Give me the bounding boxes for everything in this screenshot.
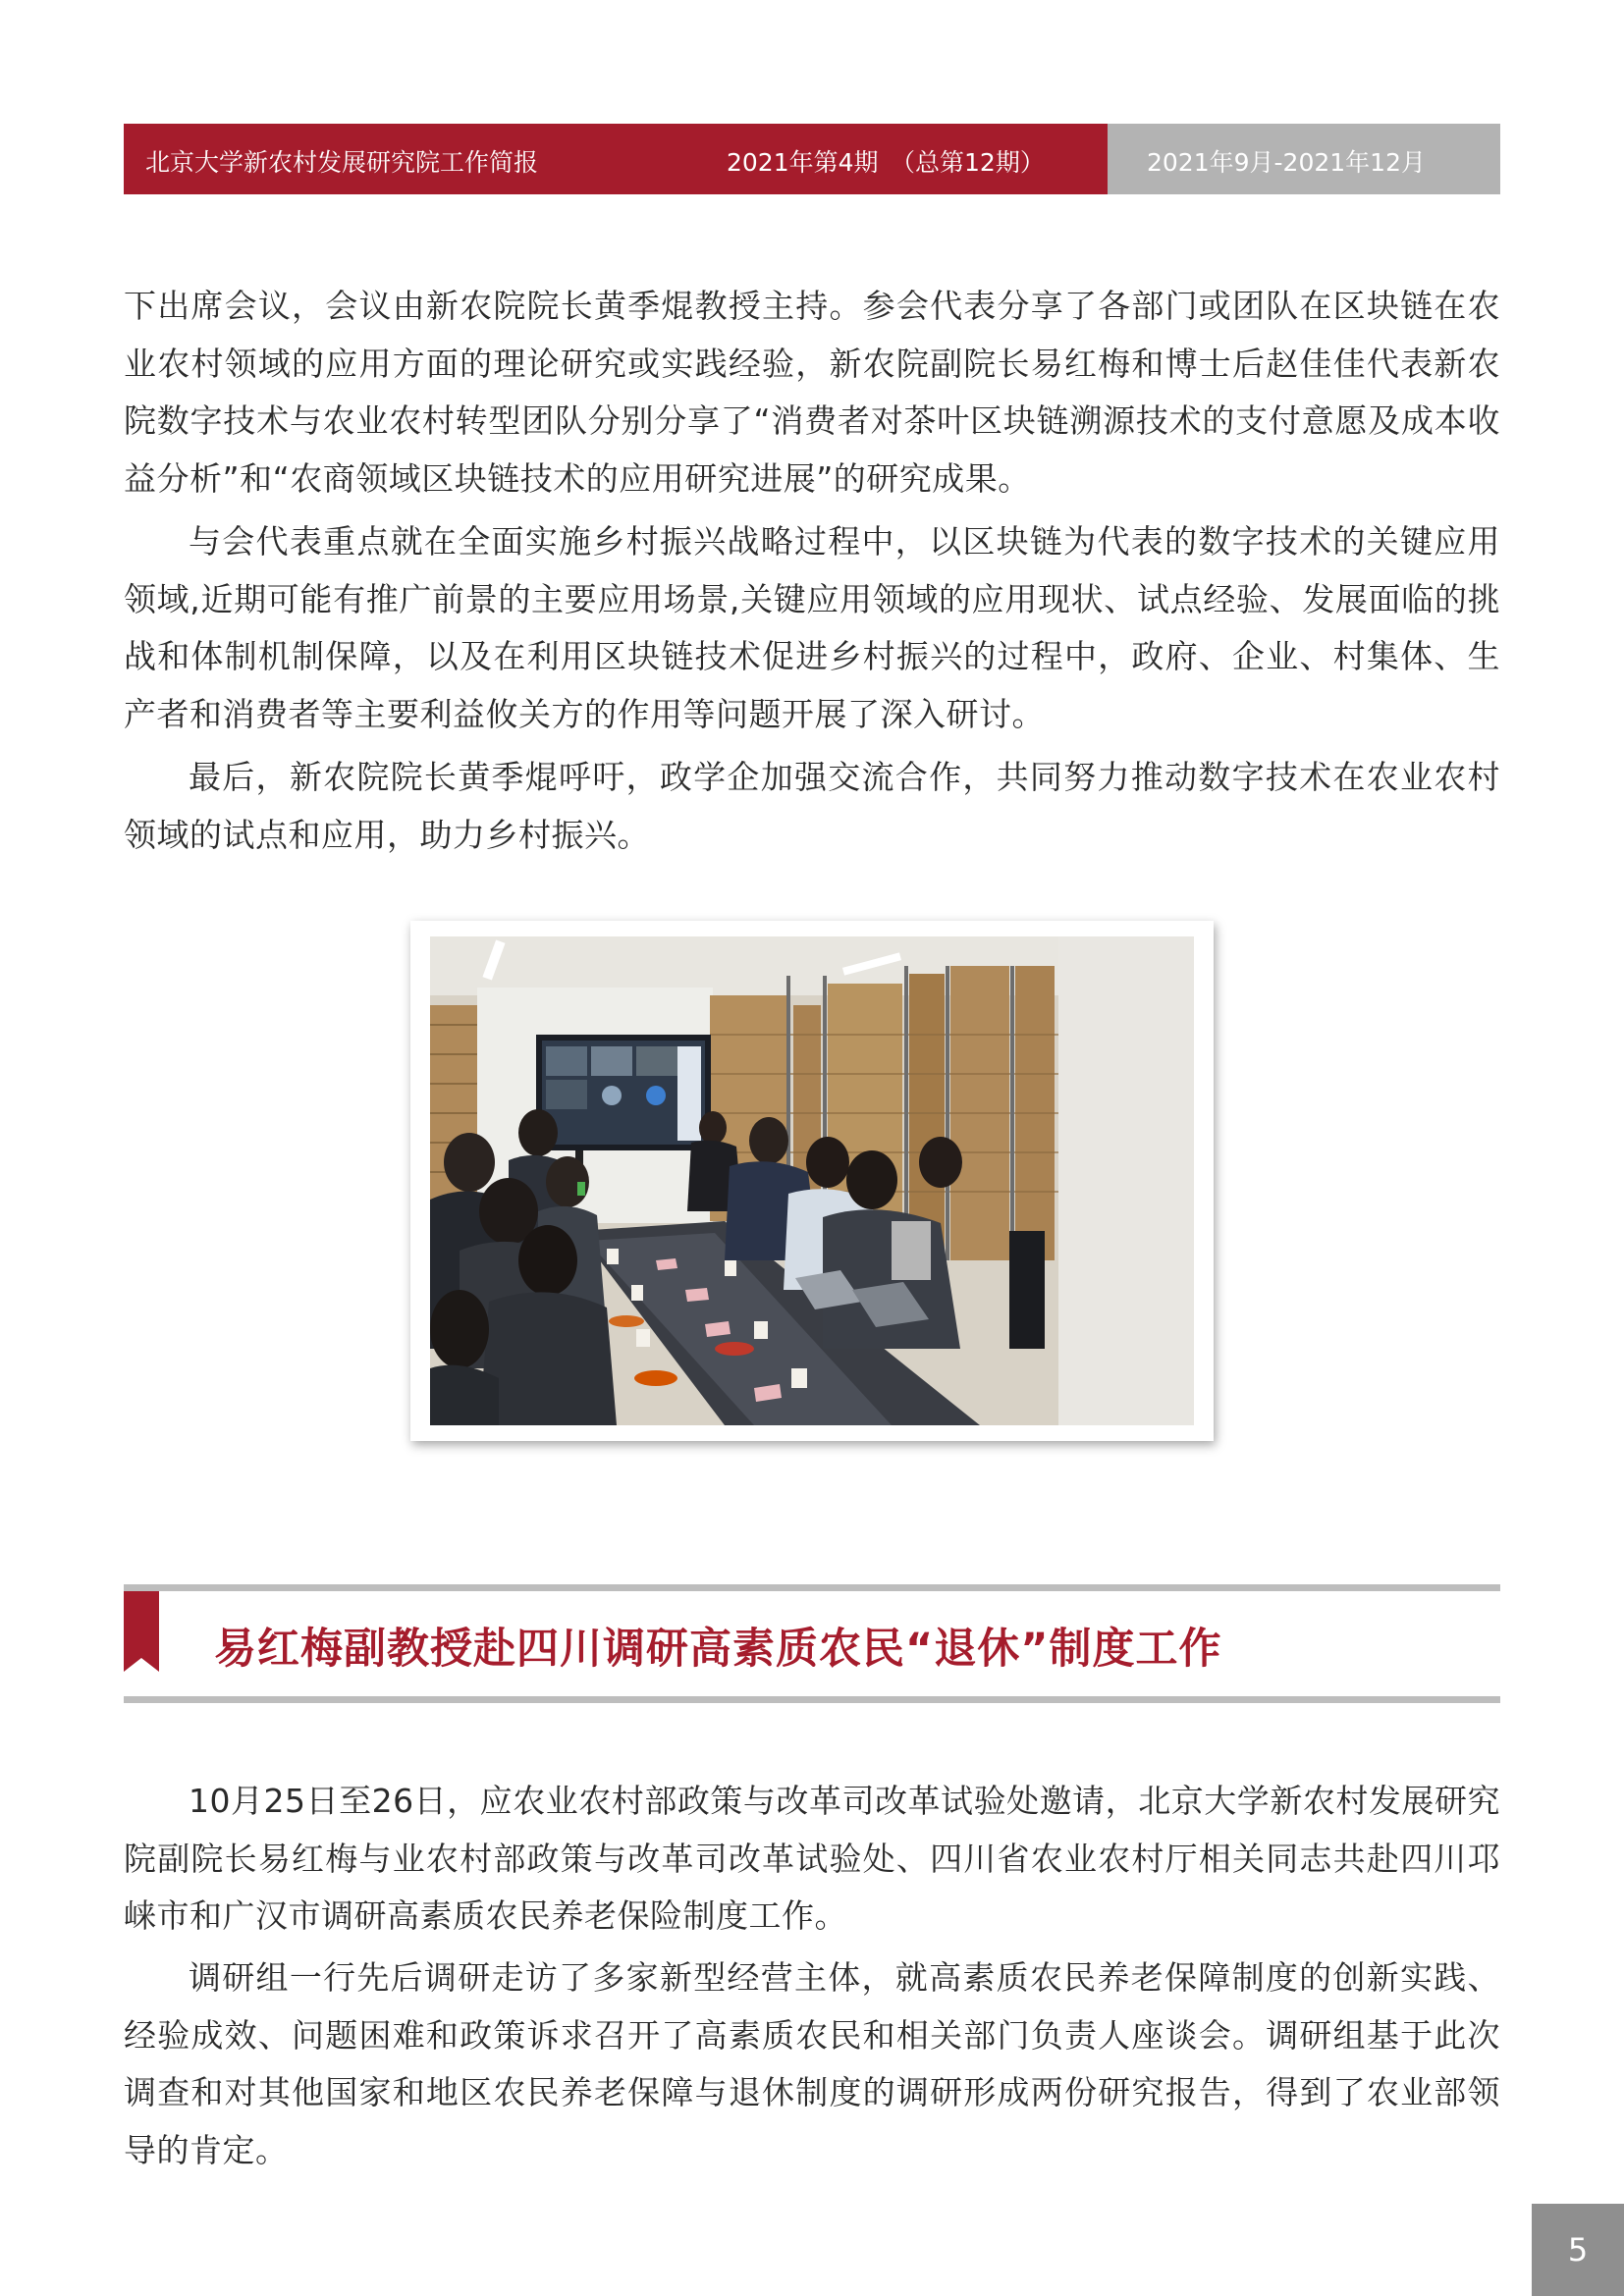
section-bottom-rule (124, 1696, 1500, 1703)
header-issue: 2021年第4期 （总第12期） (727, 148, 1045, 177)
page-header (124, 124, 1500, 194)
header-title: 北京大学新农村发展研究院工作简报 (145, 148, 539, 177)
header-title-band (124, 124, 1108, 194)
article1-paragraph-1: 下出席会议，会议由新农院院长黄季焜教授主持。参会代表分享了各部门或团队在区块链在农业农村领域的应用方面的理论研究或实践经验，新农院副院长易红梅和博士后赵佳佳代表新农院数字技术与农业农村转型团队分别分享了“消费者对茶叶区块链溯源技术的支付意愿及成本收益分析”和“农商领域区块链技术的应用研究进展”的研究成果。 (124, 287, 1500, 498)
article1-paragraph-3: 最后，新农院院长黄季焜呼吁，政学企加强交流合作，共同努力推动数字技术在农业农村领域的试点和应用，助力乡村振兴。 (124, 758, 1500, 854)
section2-paragraph-2: 调研组一行先后调研走访了多家新型经营主体，就高素质农民养老保障制度的创新实践、经验成效、问题困难和政策诉求召开了高素质农民和相关部门负责人座谈会。调研组基于此次调查和对其他国家和地区农民养老保障与退休制度的调研形成两份研究报告，得到了农业部领导的肯定。 (124, 1958, 1500, 2169)
meeting-photo (430, 936, 1194, 1425)
header-date-band (1108, 124, 1500, 194)
section-ribbon-icon (124, 1591, 159, 1672)
section-title: 易红梅副教授赴四川调研高素质农民“退休”制度工作 (214, 1625, 1222, 1674)
meeting-photo-frame (410, 921, 1214, 1441)
section-top-rule (124, 1584, 1500, 1591)
page-number: 5 (1532, 2204, 1624, 2296)
article1-paragraph-2: 与会代表重点就在全面实施乡村振兴战略过程中，以区块链为代表的数字技术的关键应用领域,近期可能有推广前景的主要应用场景,关键应用领域的应用现状、试点经验、发展面临的挑战和体制机制保障，以及在利用区块链技术促进乡村振兴的过程中，政府、企业、村集体、生产者和消费者等主要利益攸关方的作用等问题开展了深入研讨。 (124, 522, 1500, 733)
header-date-range: 2021年9月-2021年12月 (1147, 148, 1426, 177)
section2-paragraph-1: 10月25日至26日，应农业农村部政策与改革司改革试验处邀请，北京大学新农村发展研究院副院长易红梅与业农村部政策与改革司改革试验处、四川省农业农村厅相关同志共赴四川邛崃市和广汉市调研高素质农民养老保险制度工作。 (124, 1782, 1500, 1935)
